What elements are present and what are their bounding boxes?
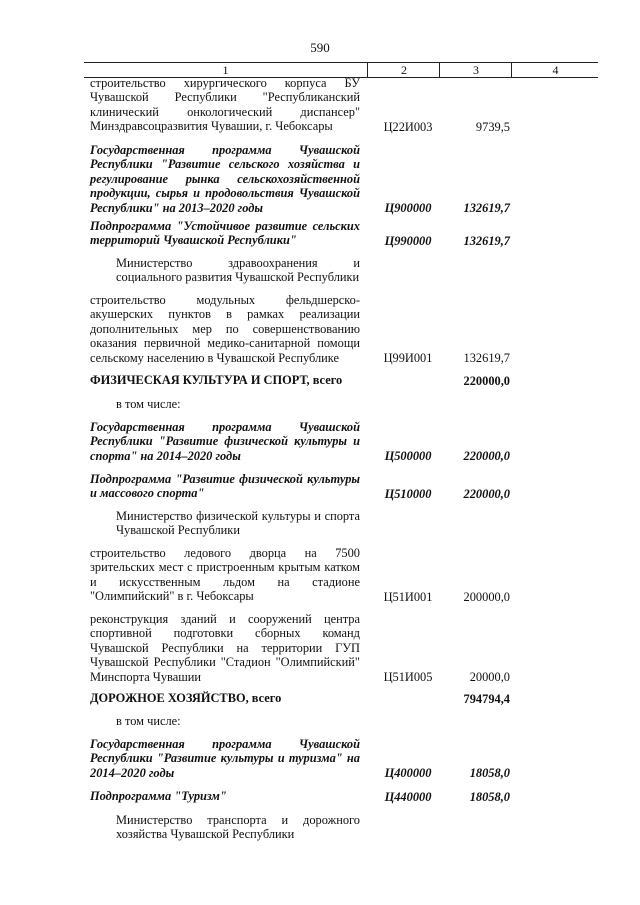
row-code: Ц51И001 — [383, 589, 433, 604]
table-row — [90, 397, 510, 412]
row-text: Подпрограмма "Туризм" — [90, 789, 227, 803]
table-row — [90, 546, 510, 604]
table-row — [90, 691, 510, 706]
row-text: строительство модульных фельдшерско-акушерских пунктов в рамках реализации дополнительных мер по совершенствованию оказания первичной медико-санитарной помощи сельскому населению в Чувашской Республике — [90, 293, 360, 365]
table-row — [90, 737, 510, 780]
table-row — [90, 813, 510, 842]
table-row — [90, 509, 510, 538]
row-code: Ц22И003 — [383, 119, 433, 134]
table-row — [90, 472, 510, 501]
row-value: 132619,7 — [463, 350, 510, 365]
row-code: Ц900000 — [384, 200, 432, 215]
table-row — [90, 373, 510, 388]
row-code: Ц51И005 — [383, 669, 433, 684]
row-value: 220000,0 — [463, 486, 510, 501]
row-code: Ц510000 — [384, 486, 432, 501]
row-code: Ц99И001 — [383, 350, 433, 365]
row-value: 18058,0 — [469, 789, 510, 804]
page-number: 590 — [310, 40, 330, 55]
row-value: 20000,0 — [469, 669, 510, 684]
header-col-1: 1 — [222, 63, 229, 77]
header-col-3: 3 — [439, 63, 512, 77]
row-text: реконструкция зданий и сооружений центра спортивной подготовки сборных команд Чувашской Республики на территории ГУП Чувашской Республики "Стадион "Олимпийский" Минспорта Чувашии — [90, 612, 360, 684]
row-text: строительство ледового дворца на 7500 зрительских мест с пристроенным крытым катком и искусственным льдом на стадионе "Олимпийский" в г. Чебоксары — [90, 546, 360, 604]
row-code: Ц500000 — [384, 448, 432, 463]
row-value: 18058,0 — [469, 765, 510, 780]
table-row — [90, 789, 510, 804]
row-value: 794794,4 — [463, 691, 510, 706]
row-value: 132619,7 — [463, 200, 510, 215]
row-value: 220000,0 — [463, 373, 510, 388]
row-text: Министерство транспорта и дорожного хозяйства Чувашской Республики — [116, 813, 360, 842]
row-text: строительство хирургического корпуса БУ Чувашской Республики "Республиканский клинический онкологический диспансер" Минздравсоцразвития Чувашии, г. Чебоксары — [90, 76, 360, 134]
row-text: ФИЗИЧЕСКАЯ КУЛЬТУРА И СПОРТ, всего — [90, 373, 343, 387]
table-row — [90, 76, 510, 134]
row-text: Государственная программа Чувашской Республики "Развитие физической культуры и спорта" на 2014–2020 годы — [90, 420, 360, 463]
row-code: Ц400000 — [384, 765, 432, 780]
header-col-4: 4 — [511, 63, 599, 77]
row-text: Государственная программа Чувашской Республики "Развитие культуры и туризма" на 2014–2020 годы — [90, 737, 360, 780]
table-row — [90, 612, 510, 684]
row-text: Подпрограмма "Устойчивое развитие сельских территорий Чувашской Республики" — [90, 219, 360, 248]
row-value: 132619,7 — [463, 233, 510, 248]
header-col-2: 2 — [367, 63, 440, 77]
row-text: Государственная программа Чувашской Республики "Развитие сельского хозяйства и регулирование рынка сельскохозяйственной продукции, сырья и продовольствия Чувашской Республики" на 2013–2020 годы — [90, 143, 360, 215]
table-row — [90, 420, 510, 463]
table-row — [90, 219, 510, 248]
row-text: ДОРОЖНОЕ ХОЗЯЙСТВО, всего — [90, 691, 282, 705]
row-text: в том числе: — [116, 397, 181, 411]
row-value: 200000,0 — [463, 589, 510, 604]
table-row — [90, 143, 510, 215]
row-code: Ц990000 — [384, 233, 432, 248]
row-text: в том числе: — [116, 714, 181, 728]
table-row — [90, 256, 510, 285]
table-row — [90, 714, 510, 729]
row-value: 220000,0 — [463, 448, 510, 463]
row-text: Министерство здравоохранения и социального развития Чувашской Республики — [116, 256, 360, 285]
table-row — [90, 293, 510, 365]
row-code: Ц440000 — [384, 789, 432, 804]
row-text: Министерство физической культуры и спорта Чувашской Республики — [116, 509, 360, 538]
row-text: Подпрограмма "Развитие физической культуры и массового спорта" — [90, 472, 360, 501]
row-value: 9739,5 — [475, 119, 510, 134]
